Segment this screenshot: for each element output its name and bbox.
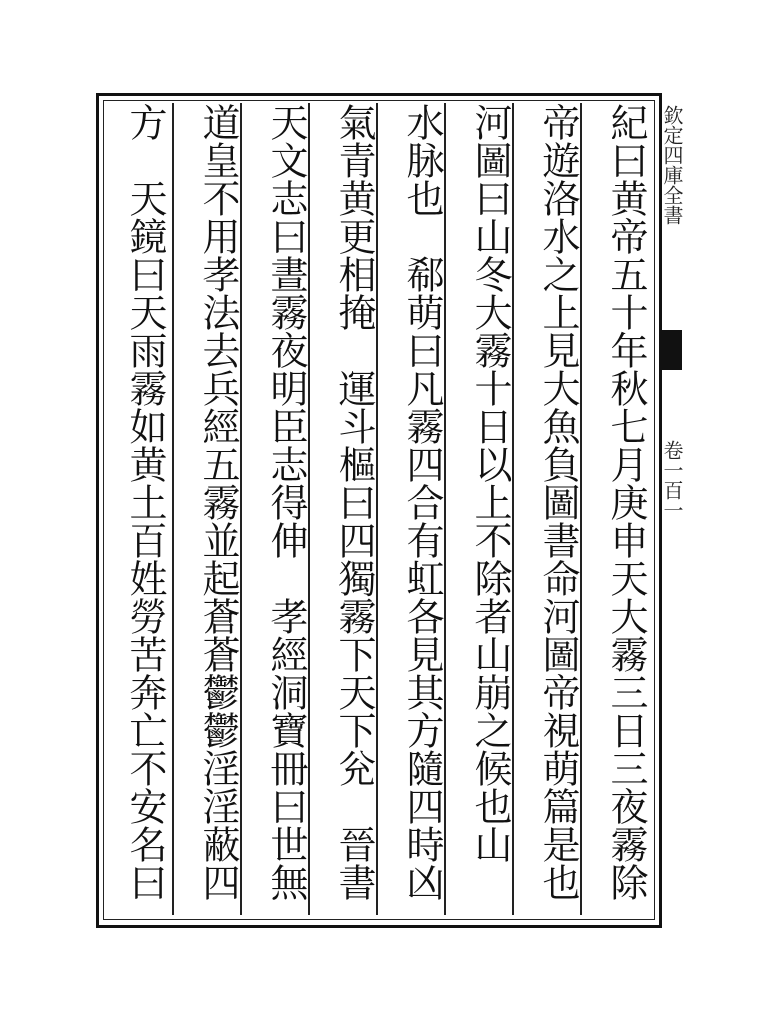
- text-column-3: 河圖曰山冬大霧十日以上不除者山崩之候也山: [468, 103, 512, 863]
- text-column-8: 方 天鏡曰天雨霧如黄土百姓勞苦奔亡不安名曰: [123, 103, 167, 901]
- fishtail-mark: [660, 330, 682, 370]
- text-column-1: 紀曰黄帝五十年秋七月庚申天大霧三日三夜霧除: [604, 103, 648, 901]
- margin-volume: 卷一百一: [660, 440, 684, 520]
- column-rule: [172, 103, 174, 915]
- text-column-7: 道皇不用孝法去兵經五霧並起蒼蒼鬱鬱淫淫蔽四: [196, 103, 240, 901]
- text-column-2: 帝遊洛水之上見大魚負圖書命河圖帝視萌篇是也: [536, 103, 580, 901]
- text-column-6: 天文志曰晝霧夜明臣志得伸 孝經洞寶冊曰世無: [264, 103, 308, 901]
- margin-book-title: 欽定四庫全書: [660, 105, 684, 225]
- text-column-5: 氣青黄更相掩 運斗樞曰四獨霧下天下兊 晉書: [332, 103, 376, 901]
- text-column-4: 水脉也 郗萌曰凡霧四合有虹各見其方隨四時凶: [400, 103, 444, 901]
